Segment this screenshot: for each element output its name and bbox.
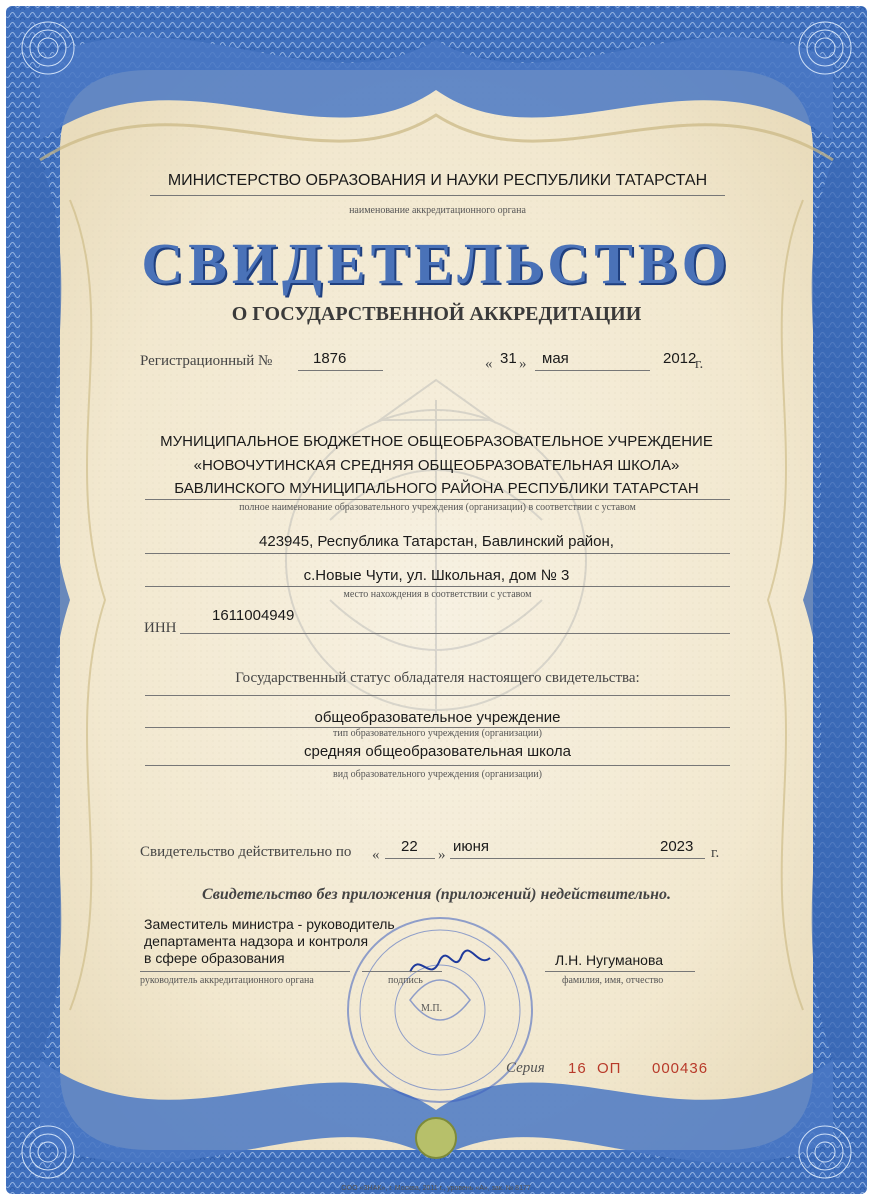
registration-year-suffix: г.: [695, 356, 704, 372]
org-kind: средняя общеобразовательная школа: [304, 743, 571, 760]
validity-quote-open: «: [372, 847, 380, 863]
address-caption: место нахождения в соответствии с уставом: [343, 589, 532, 600]
series-label: Серия: [506, 1060, 545, 1076]
registration-label: Регистрационный №: [140, 353, 273, 369]
org-name-line-1: МУНИЦИПАЛЬНОЕ БЮДЖЕТНОЕ ОБЩЕОБРАЗОВАТЕЛЬНОЕ УЧРЕЖДЕНИЕ: [160, 433, 713, 450]
org-name-line-2: «НОВОЧУТИНСКАЯ СРЕДНЯЯ ОБЩЕОБРАЗОВАТЕЛЬНАЯ ШКОЛА»: [193, 457, 680, 474]
validity-month: июня: [453, 838, 490, 855]
name-caption: фамилия, имя, отчество: [562, 975, 664, 986]
validity-quote-close: »: [438, 847, 446, 863]
certificate-title: СВИДЕТЕЛЬСТВО: [141, 231, 732, 296]
validity-day: 22: [401, 838, 418, 855]
signer-name: Л.Н. Нугуманова: [555, 952, 664, 968]
address-line-1: 423945, Республика Татарстан, Бавлинский район,: [259, 533, 614, 550]
footer-imprint: ООО «ЗНАК», г. Москва, 2011 г., уровень «А», зак. № 8177: [341, 1185, 531, 1192]
registration-quote-close: »: [519, 356, 527, 372]
registration-quote-open: «: [485, 356, 493, 372]
registration-day: 31: [500, 350, 517, 367]
validity-year-suffix: г.: [711, 845, 720, 861]
validity-label: Свидетельство действительно по: [140, 844, 352, 860]
series-code: 16 ОП: [568, 1060, 622, 1077]
org-type: общеобразовательное учреждение: [314, 709, 561, 726]
status-label: Государственный статус обладателя настоящего свидетельства:: [235, 670, 640, 686]
ministry-name: МИНИСТЕРСТВО ОБРАЗОВАНИЯ И НАУКИ РЕСПУБЛИКИ ТАТАРСТАН: [167, 172, 708, 189]
validity-year: 2023: [660, 838, 694, 855]
org-name-line-3: БАВЛИНСКОГО МУНИЦИПАЛЬНОГО РАЙОНА РЕСПУБЛИКИ ТАТАРСТАН: [174, 480, 699, 497]
registration-month: мая: [542, 350, 569, 367]
org-kind-caption: вид образовательного учреждения (организации): [333, 769, 542, 780]
series-number: 000436: [652, 1060, 709, 1077]
signer-title-line-2: департамента надзора и контроля: [144, 933, 369, 949]
certificate-subtitle: О ГОСУДАРСТВЕННОЙ АККРЕДИТАЦИИ: [231, 303, 642, 325]
org-name-caption: полное наименование образовательного учреждения (организации) в соответствии с уставом: [239, 502, 636, 513]
inn-value: 1611004949: [212, 607, 295, 624]
appendix-note: Свидетельство без приложения (приложений) недействительно.: [202, 886, 671, 903]
signature-caption: подпись: [388, 975, 423, 986]
ministry-caption: наименование аккредитационного органа: [349, 205, 526, 216]
signer-title-line-1: Заместитель министра - руководитель: [144, 916, 395, 932]
signer-title-line-3: в сфере образования: [144, 950, 285, 966]
org-type-caption: тип образовательного учреждения (организации): [333, 728, 542, 739]
registration-year: 2012: [663, 350, 697, 367]
signer-caption: руководитель аккредитационного органа: [140, 975, 314, 986]
stamp-caption: М.П.: [421, 1003, 443, 1014]
registration-number: 1876: [313, 350, 347, 367]
inn-label: ИНН: [144, 620, 177, 636]
address-line-2: с.Новые Чути, ул. Школьная, дом № 3: [303, 567, 570, 584]
